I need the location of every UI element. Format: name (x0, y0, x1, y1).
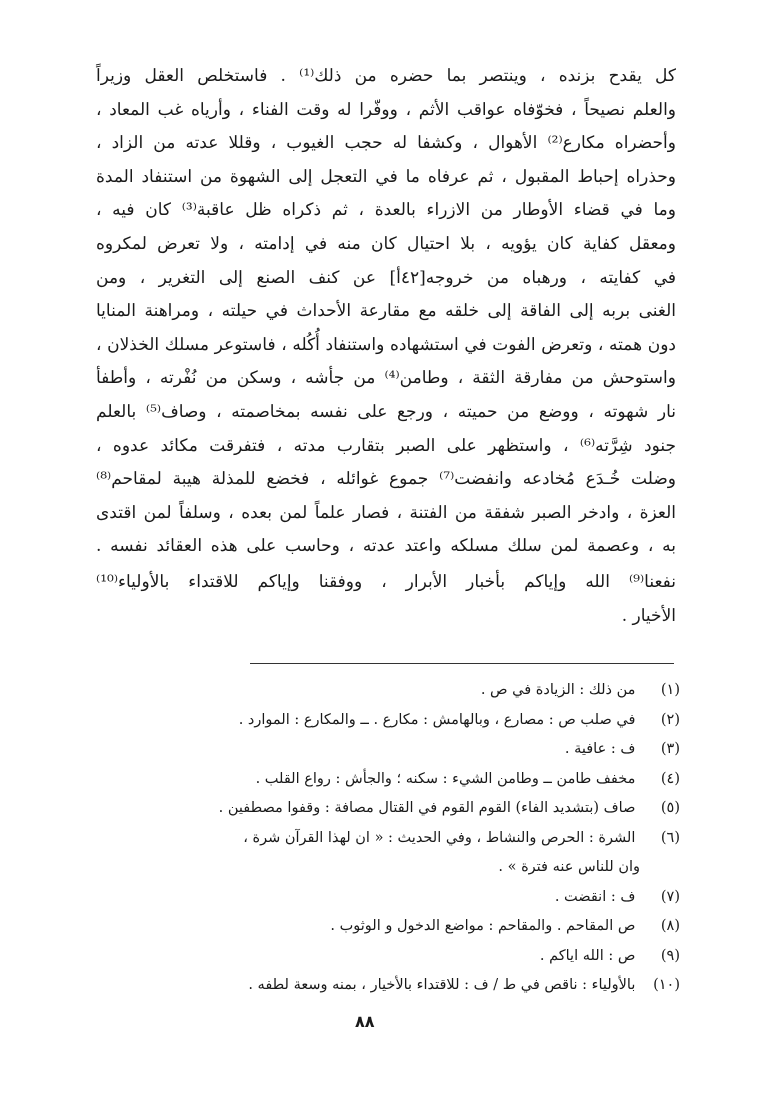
footnote (100, 824, 680, 854)
text-line: به ، وعصمة لمن سلك مسلكه واعتد عدته ، وحاسب على هذه العقائد نفسه . (96, 536, 676, 557)
text-line: والعلم نصيحاً ، فخوّفاه عواقب الأثم ، ووفّرا له وقت الفناء ، وأرياه غب المعاد ، (96, 99, 676, 120)
footnote-number: (٩) (660, 947, 680, 964)
footnote (100, 765, 680, 795)
text-line: العزة ، وادخر الصبر شفقة من الفتنة ، فصار علماً لمن بعده ، وسلفاً لمن اقتدى (96, 502, 676, 523)
page-body (96, 60, 676, 633)
page-number: ٨٨ (355, 1012, 375, 1031)
text-line: نار شهوته ، ووضع من حميته ، ورجع على نفسه بمخاصمته ، وصاف⁽⁵⁾ بالعلم (96, 401, 676, 422)
footnote (100, 971, 680, 1001)
footnote-text: بالأولياء : ناقص في ط / ف : للاقتداء بالأخيار ، بمنه وسعة لطفه . (248, 977, 636, 993)
text-line: جنود شِرَّته⁽⁶⁾ ، واستظهر على الصبر بتقارب مدته ، فتفرقت مكائد عدوه ، (96, 435, 676, 456)
footnote-number: (٦) (660, 829, 680, 846)
footnote-text: ف : انقضت . (554, 888, 636, 905)
text-line: واستوحش من مفارقة الثقة ، وطامن⁽⁴⁾ من جأشه ، وسكن من نُفْرته ، وأطفأ (96, 368, 676, 389)
footnote-text: ف : عافية . (564, 741, 636, 757)
main-text (96, 60, 676, 633)
footnote-divider (250, 663, 674, 664)
footnote (100, 706, 680, 736)
footnote (100, 735, 680, 765)
footnote-number: (٧) (660, 888, 680, 905)
footnote-number: (٨) (660, 918, 680, 934)
footnote-continuation (100, 853, 680, 883)
closing-line: الأخيار . (621, 605, 676, 626)
footnote-text: ص : الله اياكم . (539, 947, 636, 964)
text-line: دون همته ، وتعرض الفوت في استشهاده واستنفاد أُكُله ، فاستوعر مسلك الخذلان ، (96, 334, 676, 355)
text-line: وضلت خُـدَع مُخادعه وانفضت⁽⁷⁾ جموع غوائله ، فخضع للمذلة هيبة لمقاحم⁽⁸⁾ (96, 469, 676, 490)
closing-line: نفعنا⁽⁹⁾ الله وإياكم بأخبار الأبرار ، ووفقنا وإياكم للاقتداء بالأولياء⁽¹⁰⁾ (96, 571, 676, 592)
footnote-text: من ذلك : الزيادة في ص . (480, 682, 636, 698)
footnote-text: في صلب ص : مصارع ، وبالهامش : مكارع . ــ والمكارع : الموارد . (238, 711, 636, 728)
text-line: ومعقل كفاية كان يؤويه ، بلا احتيال كان منه في إدامته ، ولا تعرض لمكروه (96, 233, 676, 254)
footnote-text: الشرة : الحرص والنشاط ، وفي الحديث : « ان لهذا القرآن شرة ، (243, 829, 636, 846)
text-line: وما في قضاء الأوطار من الازراء بالعدة ، ثم ذكراه ظل عاقبة⁽³⁾ كان فيه ، (96, 200, 676, 221)
footnote (100, 794, 680, 824)
footnote-text: ص المقاحم . والمقاحم : مواضع الدخول و الوثوب . (330, 918, 636, 934)
footnote-number: (٣) (660, 741, 680, 757)
footnote (100, 912, 680, 942)
text-line: الغنى بربه إلى الفاقة إلى خلقه مع مقارعة الأحداث في حيلته ، ومراهنة المنايا (96, 301, 676, 322)
footnote-text: صاف (بتشديد الفاء) القوم القوم في القتال مصافة : وقفوا مصطفين . (218, 800, 636, 816)
footnote-number: (١) (660, 682, 680, 698)
footnotes (100, 676, 680, 1001)
text-line: وأحضراه مكارع⁽²⁾ الأهوال ، وكشفا له حجب الغيوب ، وقللا عدته من الزاد ، (96, 133, 676, 154)
footnote-number: (٢) (660, 711, 680, 728)
text-line: كل يقدح بزنده ، وينتصر بما حضره من ذلك⁽¹⁾ . فاستخلص العقل وزيراً (96, 66, 676, 86)
text-line: في كفايته ، ورهباه من خروجه[٤٢أ] عن كنف الصنع إلى التغرير ، ومن (96, 267, 677, 288)
footnote (100, 676, 680, 706)
footnote-text: مخفف طامن ــ وطامن الشيء : سكنه ؛ والجأش : رواع القلب . (255, 770, 636, 787)
footnote-number: (١٠) (653, 977, 680, 993)
footnote (100, 942, 680, 972)
footnote-number: (٤) (660, 770, 680, 787)
footnote (100, 883, 680, 913)
text-line: وحذراه إحباط المقبول ، ثم عرفاه ما في التعجل إلى الشهوة من استنفاد المدة (96, 166, 676, 187)
footnote-text: وان للناس عنه فترة » . (498, 859, 640, 875)
footnote-number: (٥) (660, 800, 680, 816)
